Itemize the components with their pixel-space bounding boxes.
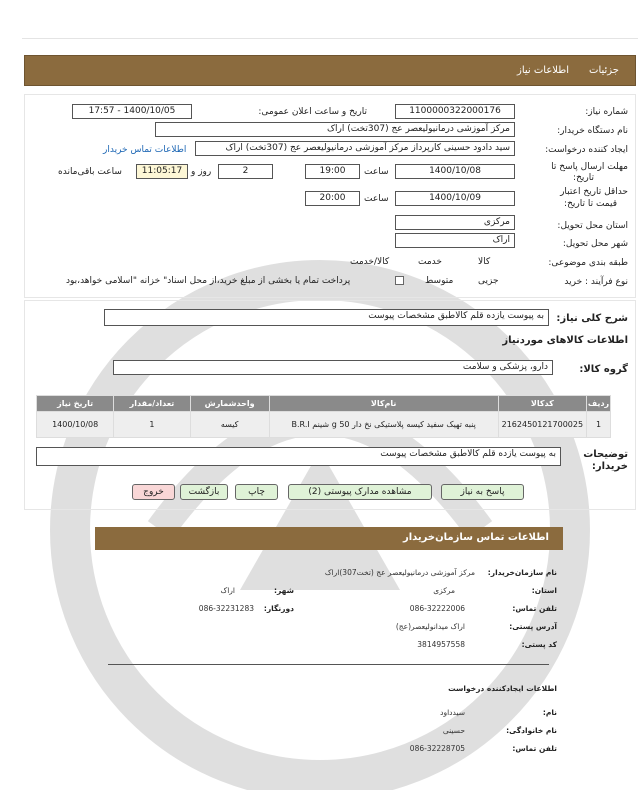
top-divider bbox=[22, 38, 638, 39]
remaining-label: ساعت باقی‌مانده bbox=[58, 167, 122, 177]
contact-header bbox=[95, 527, 563, 550]
buyer-notes-field: به پیوست یازده قلم کالاطبق مشخصات پیوست bbox=[36, 447, 561, 466]
buyer-org-field: مرکز آموزشی درمانیولیعصر عج (307تخت) اراک bbox=[155, 122, 515, 137]
address-value: اراک میدانولیعصر(عج) bbox=[395, 622, 465, 631]
province-contact-label: استان: bbox=[531, 586, 557, 595]
back-button[interactable]: بازگشت bbox=[180, 484, 228, 500]
deadline-time-field: 19:00 bbox=[305, 164, 360, 179]
table-header-row bbox=[37, 396, 611, 412]
purchase-option-medium: متوسط bbox=[425, 276, 454, 286]
province-field: مرکزی bbox=[395, 215, 515, 230]
city-contact-label: شهر: bbox=[274, 586, 294, 595]
validity-time-field: 20:00 bbox=[305, 191, 360, 206]
validity-date-field: 1400/10/09 bbox=[395, 191, 515, 206]
creator-phone-label: تلفن تماس: bbox=[512, 744, 557, 753]
col-name: نام‌کالا bbox=[269, 396, 498, 412]
items-table bbox=[36, 395, 611, 438]
province-label: استان محل تحویل: bbox=[557, 221, 628, 231]
group-field: دارو، پزشکی و سلامت bbox=[113, 360, 553, 375]
requester-label: ایجاد کننده درخواست: bbox=[545, 145, 628, 155]
table-row bbox=[37, 412, 611, 438]
name-value: سیدداود bbox=[440, 708, 465, 717]
fax-label: دورنگار: bbox=[263, 604, 294, 613]
city-field: اراک bbox=[395, 233, 515, 248]
cell-code: 2162450121700025 bbox=[498, 412, 586, 438]
address-label: آدرس پستی: bbox=[509, 622, 557, 631]
col-unit: واحدشمارش bbox=[190, 396, 269, 412]
col-code: کدکالا bbox=[498, 396, 586, 412]
exit-button[interactable]: خروج bbox=[132, 484, 175, 500]
col-date: تاریخ نیاز bbox=[37, 396, 114, 412]
cell-row: 1 bbox=[587, 412, 611, 438]
postal-label: کد پستی: bbox=[521, 640, 557, 649]
phone-label: تلفن تماس: bbox=[512, 604, 557, 613]
tab-need-info[interactable]: اطلاعات نیاز bbox=[517, 65, 569, 76]
announce-field: 1400/10/05 - 17:57 bbox=[72, 104, 192, 119]
purchase-type-label: نوع فرآیند : خرید bbox=[564, 277, 628, 287]
phone-value: 086-32222006 bbox=[409, 604, 465, 613]
cell-unit: کیسه bbox=[190, 412, 269, 438]
cell-name: پنبه تهیک سفید کیسه پلاستیکی نخ دار 50 g شینم B.R.I bbox=[269, 412, 498, 438]
contact-title: اطلاعات تماس سازمان‌خریدار bbox=[402, 532, 549, 543]
deadline-label-2: تاریخ: bbox=[573, 173, 594, 183]
time-label: ساعت bbox=[364, 167, 389, 177]
attachments-button[interactable]: مشاهده مدارک پیوستی (2) bbox=[288, 484, 432, 500]
remaining-time-field: 11:05:17 bbox=[136, 164, 188, 179]
col-qty: تعداد/مقدار bbox=[114, 396, 190, 412]
deadline-date-field: 1400/10/08 bbox=[395, 164, 515, 179]
group-label: گروه کالا: bbox=[579, 364, 628, 375]
items-title: اطلاعات کالاهای موردنیاز bbox=[502, 335, 628, 346]
general-desc-label: شرح کلی نیاز: bbox=[556, 313, 628, 324]
province-contact-value: مرکزی bbox=[433, 586, 455, 595]
page-header bbox=[24, 55, 636, 86]
general-desc-field: به پیوست یازده قلم کالاطبق مشخصات پیوست bbox=[104, 309, 549, 326]
payment-note: پرداخت تمام یا بخشی از مبلغ خرید،از محل اسناد" خزانه "اسلامی خواهد،بود bbox=[66, 276, 351, 286]
need-number-field: 1100000322000176 bbox=[395, 104, 515, 119]
contact-divider bbox=[108, 664, 549, 665]
validity-label: حداقل تاریخ اعتبار bbox=[560, 187, 628, 197]
family-label: نام خانوادگی: bbox=[506, 726, 557, 735]
buyer-notes-label-2: خریدار: bbox=[591, 461, 628, 472]
creator-phone-value: 086-32228705 bbox=[409, 744, 465, 753]
category-option-goods: کالا bbox=[478, 257, 491, 267]
cell-qty: 1 bbox=[114, 412, 190, 438]
days-label: روز و bbox=[191, 167, 212, 177]
days-field: 2 bbox=[218, 164, 273, 179]
buyer-notes-label: توضیحات bbox=[583, 449, 628, 460]
col-row: ردیف bbox=[587, 396, 611, 412]
city-contact-value: اراک bbox=[220, 586, 235, 595]
buyer-org-label: نام دستگاه خریدار: bbox=[557, 126, 628, 136]
org-value: مرکز آموزشی درمانیولیعصر عج (تخت307)اراک bbox=[324, 568, 475, 577]
validity-time-label: ساعت bbox=[364, 194, 389, 204]
category-option-service: خدمت bbox=[418, 257, 442, 267]
print-button[interactable]: چاپ bbox=[235, 484, 278, 500]
fax-value: 086-32231283 bbox=[198, 604, 254, 613]
need-number-label: شماره نیاز: bbox=[585, 107, 628, 117]
category-option-both: کالا/خدمت bbox=[350, 257, 390, 267]
buyer-contact-link[interactable]: اطلاعات تماس خریدار bbox=[103, 145, 187, 155]
cell-date: 1400/10/08 bbox=[37, 412, 114, 438]
tab-details[interactable]: جزئیات bbox=[589, 65, 619, 76]
org-label: نام سازمان‌خریدار: bbox=[487, 568, 557, 577]
deadline-label: مهلت ارسال پاسخ تا bbox=[551, 162, 628, 172]
city-label: شهر محل تحویل: bbox=[562, 239, 628, 249]
requester-field: سید دادود حسینی کارپرداز مرکز آموزشی درمانیولیعصر عج (307تخت) اراک bbox=[195, 141, 515, 156]
category-label: طبقه بندی موضوعی: bbox=[548, 258, 628, 268]
name-label: نام: bbox=[542, 708, 557, 717]
family-value: حسینی bbox=[442, 726, 465, 735]
creator-title: اطلاعات ایجادکننده درخواست bbox=[448, 684, 557, 693]
treasury-checkbox[interactable] bbox=[395, 276, 404, 285]
purchase-option-minor: جزیی bbox=[478, 276, 499, 286]
postal-value: 3814957558 bbox=[417, 640, 465, 649]
validity-label-2: قیمت تا تاریخ: bbox=[564, 199, 617, 209]
announce-label: تاریخ و ساعت اعلان عمومی: bbox=[258, 107, 367, 117]
reply-button[interactable]: پاسخ به نیاز bbox=[441, 484, 524, 500]
